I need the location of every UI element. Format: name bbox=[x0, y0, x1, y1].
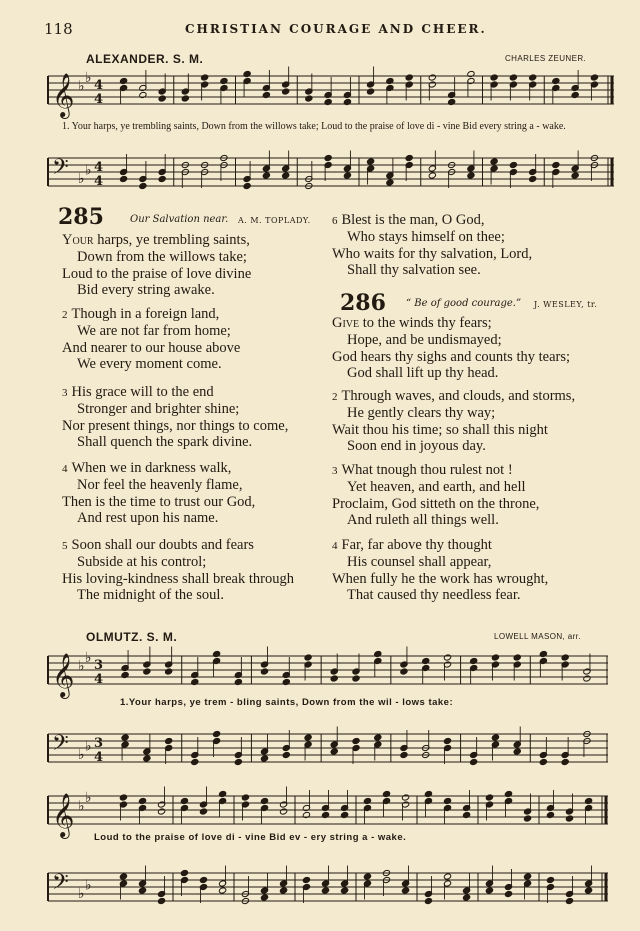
note-head bbox=[343, 172, 351, 179]
note-head bbox=[234, 678, 242, 685]
stanza: 2 Through waves, and clouds, and storms, He gently clears thy way; Wait thou his time; so shall this night Soon end in joyous day. bbox=[332, 388, 576, 455]
note-head bbox=[590, 74, 598, 81]
note-head bbox=[352, 675, 360, 682]
note-head bbox=[143, 668, 151, 675]
flat-icon: ♭ bbox=[85, 738, 92, 755]
note-head bbox=[470, 758, 478, 765]
tune-name: OLMUTZ. S. M. bbox=[86, 630, 178, 644]
note-head bbox=[201, 74, 209, 81]
stanza: 6 Blest is the man, O God, Who stays himself on thee; Who waits for thy salvation, Lord, Shall thy salvation see. bbox=[332, 212, 533, 279]
tune-lyric: Loud to the praise of love di - vine Bid ev - ery string a - wake. bbox=[94, 832, 407, 843]
note-head bbox=[424, 897, 432, 904]
note-head bbox=[181, 95, 189, 102]
note-head bbox=[422, 657, 430, 664]
hymn-author: A. M. TOPLADY. bbox=[238, 216, 311, 225]
note-head bbox=[120, 175, 128, 182]
note-head bbox=[367, 88, 375, 95]
note-head bbox=[243, 182, 251, 189]
note-head bbox=[565, 815, 573, 822]
flat-icon: ♭ bbox=[78, 171, 85, 187]
note-head bbox=[199, 876, 207, 883]
note-head bbox=[363, 797, 371, 804]
note-head bbox=[138, 797, 146, 804]
note-head bbox=[382, 790, 390, 797]
note-head bbox=[367, 158, 375, 165]
note-head bbox=[352, 737, 360, 744]
note-head bbox=[539, 758, 547, 765]
tune-name: ALEXANDER. S. M. bbox=[86, 52, 204, 66]
time-signature-top: 4 bbox=[94, 160, 104, 175]
bass-clef-icon: 𝄢 bbox=[52, 155, 69, 185]
stanza: 3 His grace will to the end Stronger and brighter shine; Nor present things, nor things to come, Shall quench the spark divine. bbox=[62, 384, 289, 451]
note-head bbox=[546, 876, 554, 883]
note-head bbox=[552, 77, 560, 84]
note-head bbox=[529, 175, 537, 182]
note-head bbox=[158, 897, 166, 904]
flat-icon: ♭ bbox=[85, 70, 92, 86]
note-head bbox=[539, 650, 547, 657]
note-head bbox=[260, 755, 268, 762]
note-head bbox=[424, 790, 432, 797]
note-head bbox=[402, 794, 410, 801]
note-head bbox=[143, 755, 151, 762]
note-head bbox=[343, 98, 351, 105]
tune-lyric: 1. Your harps, ye trembling saints, Down from the willows take; Loud to the praise of love di - vine Bid every string a - wake. bbox=[62, 121, 566, 132]
note-head bbox=[467, 172, 475, 179]
note-head bbox=[504, 890, 512, 897]
note-head bbox=[386, 77, 394, 84]
time-signature-bottom: 4 bbox=[94, 174, 104, 189]
flat-icon: ♭ bbox=[85, 790, 92, 806]
note-head bbox=[158, 95, 166, 102]
note-head bbox=[341, 887, 349, 894]
stanza: Give to the winds thy fears; Hope, and be undismayed; God hears thy sighs and counts thy tears; God shall lift up thy head. bbox=[332, 315, 571, 382]
note-head bbox=[241, 794, 249, 801]
note-head bbox=[158, 808, 166, 815]
stanza: Your harps, ye trembling saints, Down from the willows take; Loud to the praise of love divine Bid every string awake. bbox=[62, 232, 252, 299]
note-head bbox=[219, 790, 227, 797]
note-head bbox=[491, 654, 499, 661]
running-title: CHRISTIAN COURAGE AND CHEER. bbox=[185, 22, 487, 36]
note-head bbox=[509, 74, 517, 81]
hymn-author: J. WESLEY, tr. bbox=[534, 300, 598, 309]
note-head bbox=[220, 77, 228, 84]
note-head bbox=[282, 172, 290, 179]
note-head bbox=[280, 887, 288, 894]
note-head bbox=[524, 873, 532, 880]
note-head bbox=[191, 758, 199, 765]
music-staff-system bbox=[48, 728, 608, 768]
note-head bbox=[213, 650, 221, 657]
page-number: 118 bbox=[44, 20, 73, 38]
note-head bbox=[405, 154, 413, 161]
stanza-first-word: Your bbox=[62, 232, 94, 248]
note-head bbox=[405, 74, 413, 81]
stanza: 4 Far, far above thy thought His counsel shall appear, When fully he the work has wrought, That caused thy needless fear. bbox=[332, 537, 549, 604]
note-head bbox=[585, 887, 593, 894]
time-signature-bottom: 4 bbox=[94, 92, 104, 107]
flat-icon: ♭ bbox=[78, 798, 85, 815]
tune-lyric: 1.Your harps, ye trem - bling saints, Down from the wil - lows take: bbox=[120, 697, 454, 708]
note-head bbox=[165, 737, 173, 744]
music-staff-system bbox=[48, 867, 608, 907]
note-head bbox=[463, 894, 471, 901]
note-head bbox=[428, 74, 436, 81]
music-staff-system bbox=[48, 70, 614, 117]
hymn-title: “ Be of good courage.” bbox=[406, 298, 522, 309]
note-head bbox=[213, 730, 221, 737]
note-head bbox=[571, 91, 579, 98]
note-head bbox=[571, 172, 579, 179]
note-head bbox=[400, 751, 408, 758]
music-staff-system bbox=[48, 152, 614, 192]
note-head bbox=[443, 737, 451, 744]
note-head bbox=[191, 678, 199, 685]
note-head bbox=[304, 734, 312, 741]
flat-icon: ♭ bbox=[78, 658, 85, 675]
note-head bbox=[485, 887, 493, 894]
tune-composer: CHARLES ZEUNER. bbox=[505, 54, 587, 63]
note-head bbox=[463, 811, 471, 818]
note-head bbox=[546, 811, 554, 818]
note-head bbox=[262, 172, 270, 179]
note-head bbox=[234, 758, 242, 765]
note-head bbox=[443, 654, 451, 661]
note-head bbox=[321, 811, 329, 818]
bass-clef-icon: 𝄢 bbox=[52, 870, 69, 900]
note-head bbox=[321, 887, 329, 894]
treble-clef-icon: 𝄞 bbox=[52, 793, 75, 837]
time-signature-top: 3 bbox=[94, 736, 104, 751]
note-head bbox=[513, 748, 521, 755]
time-signature-top: 4 bbox=[94, 78, 104, 93]
stanza: 3 What tnough thou rulest not ! Yet heaven, and earth, and hell Proclaim, God sitteth on the throne, And ruleth all things well. bbox=[332, 462, 540, 529]
note-head bbox=[561, 654, 569, 661]
flat-icon: ♭ bbox=[85, 877, 92, 894]
note-head bbox=[490, 158, 498, 165]
note-head bbox=[513, 654, 521, 661]
note-head bbox=[262, 91, 270, 98]
note-head bbox=[448, 98, 456, 105]
note-head bbox=[467, 70, 475, 77]
hymn-number: 285 bbox=[58, 204, 104, 230]
flat-icon: ♭ bbox=[78, 886, 85, 902]
note-head bbox=[561, 758, 569, 765]
note-head bbox=[583, 675, 591, 682]
note-head bbox=[585, 797, 593, 804]
note-head bbox=[491, 734, 499, 741]
note-head bbox=[119, 873, 127, 880]
note-head bbox=[243, 70, 251, 77]
note-head bbox=[304, 654, 312, 661]
note-head bbox=[330, 748, 338, 755]
treble-clef-icon: 𝄞 bbox=[52, 73, 75, 117]
note-head bbox=[443, 873, 451, 880]
note-head bbox=[400, 668, 408, 675]
hymn-title: Our Salvation near. bbox=[130, 214, 229, 225]
note-head bbox=[374, 650, 382, 657]
note-head bbox=[139, 182, 147, 189]
note-head bbox=[260, 797, 268, 804]
note-head bbox=[302, 811, 310, 818]
tune-composer: LOWELL MASON, arr. bbox=[494, 632, 581, 641]
note-head bbox=[324, 98, 332, 105]
flat-icon: ♭ bbox=[78, 747, 85, 763]
flat-icon: ♭ bbox=[85, 650, 92, 666]
flat-icon: ♭ bbox=[78, 78, 85, 95]
note-head bbox=[490, 74, 498, 81]
time-signature-top: 3 bbox=[94, 658, 104, 673]
note-head bbox=[552, 161, 560, 168]
note-head bbox=[180, 797, 188, 804]
note-head bbox=[565, 897, 573, 904]
note-head bbox=[282, 678, 290, 685]
note-head bbox=[470, 657, 478, 664]
note-head bbox=[330, 675, 338, 682]
note-head bbox=[305, 95, 313, 102]
note-head bbox=[138, 887, 146, 894]
music-staff-system bbox=[48, 650, 608, 697]
note-head bbox=[180, 869, 188, 876]
treble-clef-icon: 𝄞 bbox=[52, 653, 75, 697]
note-head bbox=[485, 794, 493, 801]
note-head bbox=[386, 179, 394, 186]
note-head bbox=[374, 734, 382, 741]
note-head bbox=[121, 671, 129, 678]
note-head bbox=[402, 887, 410, 894]
stanza: 2 Though in a foreign land, We are not far from home; And nearer to our house above We every moment come. bbox=[62, 306, 241, 373]
note-head bbox=[120, 77, 128, 84]
note-head bbox=[219, 887, 227, 894]
note-head bbox=[302, 876, 310, 883]
note-head bbox=[165, 668, 173, 675]
note-head bbox=[504, 790, 512, 797]
stanza: 5 Soon shall our doubts and fears Subside at his control; His loving-kindness shall break through The midnight of the soul. bbox=[62, 537, 294, 604]
stanza-first-word: Give bbox=[332, 315, 360, 331]
note-head bbox=[119, 794, 127, 801]
time-signature-bottom: 4 bbox=[94, 672, 104, 687]
note-head bbox=[121, 734, 129, 741]
note-head bbox=[260, 894, 268, 901]
note-head bbox=[509, 161, 517, 168]
note-head bbox=[199, 808, 207, 815]
bass-clef-icon: 𝄢 bbox=[52, 731, 69, 761]
note-head bbox=[158, 175, 166, 182]
note-head bbox=[529, 74, 537, 81]
stanza: 4 When we in darkness walk, Nor feel the heavenly flame, Then is the time to trust our God, And rest upon his name. bbox=[62, 460, 256, 527]
music-staff-system bbox=[48, 790, 608, 837]
note-head bbox=[324, 154, 332, 161]
note-head bbox=[428, 172, 436, 179]
note-head bbox=[280, 808, 288, 815]
flat-icon: ♭ bbox=[85, 162, 92, 179]
note-head bbox=[341, 811, 349, 818]
hymn-number: 286 bbox=[340, 290, 386, 316]
note-head bbox=[282, 88, 290, 95]
note-head bbox=[363, 873, 371, 880]
note-head bbox=[524, 815, 532, 822]
note-head bbox=[443, 797, 451, 804]
note-head bbox=[139, 91, 147, 98]
time-signature-bottom: 4 bbox=[94, 750, 104, 765]
note-head bbox=[282, 751, 290, 758]
running-head bbox=[0, 20, 640, 44]
note-head bbox=[260, 668, 268, 675]
